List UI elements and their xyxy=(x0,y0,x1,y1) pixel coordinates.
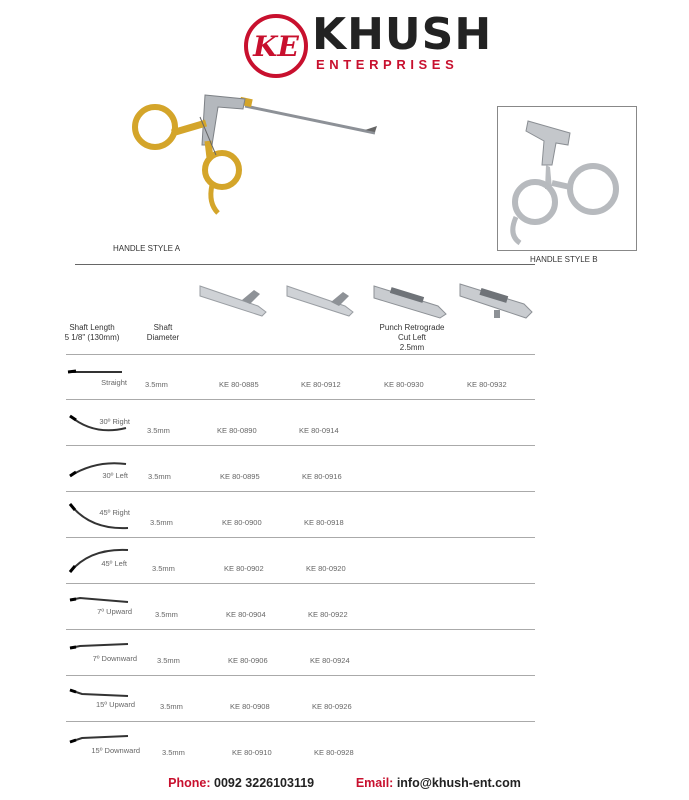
table-rule xyxy=(66,537,535,538)
part-number-cell: KE 80-0908 xyxy=(230,702,270,711)
brand-logo-mark xyxy=(244,14,308,78)
email-label: Email: xyxy=(355,776,394,790)
table-rule xyxy=(66,445,535,446)
header-punch-retrograde xyxy=(370,323,454,353)
shaft-shape-7-upward-icon xyxy=(66,594,130,606)
part-number-cell: KE 80-0904 xyxy=(226,610,266,619)
section-divider xyxy=(75,264,535,265)
shaft-shape-15-downward-icon xyxy=(66,732,130,746)
shaft-label: 30º Right xyxy=(99,417,130,426)
phone-number[interactable]: 0092 3226103119 xyxy=(214,776,315,790)
shaft-shape-straight-icon xyxy=(66,366,130,378)
part-number-cell: KE 80-0920 xyxy=(306,564,346,573)
diameter-cell: 3.5mm xyxy=(157,656,180,665)
brand-name: KHUSH xyxy=(312,9,493,60)
shaft-label: 7º Upward xyxy=(97,607,132,616)
diameter-cell: 3.5mm xyxy=(162,748,185,757)
part-number-cell: KE 80-0918 xyxy=(304,518,344,527)
header-punch-line3: 2.5mm xyxy=(399,343,425,352)
shaft-label: 15º Upward xyxy=(95,700,135,709)
part-number-cell: KE 80-0912 xyxy=(301,380,341,389)
part-number-cell: KE 80-0916 xyxy=(302,472,342,481)
jaw-tip-image-4 xyxy=(458,280,536,324)
shaft-shape-45-right-icon xyxy=(66,500,130,534)
part-number-cell: KE 80-0928 xyxy=(314,748,354,757)
table-rule xyxy=(66,629,535,630)
jaw-tip-image-2 xyxy=(285,282,357,318)
table-rule xyxy=(66,675,535,676)
part-number-cell: KE 80-0895 xyxy=(220,472,260,481)
diameter-cell: 3.5mm xyxy=(152,564,175,573)
header-shaft-diameter-line1: Shaft xyxy=(153,323,173,332)
handle-style-b-frame xyxy=(497,106,637,251)
phone-label: Phone: xyxy=(168,776,211,790)
table-rule xyxy=(66,721,535,722)
diameter-cell: 3.5mm xyxy=(160,702,183,711)
header-shaft-length-title: Shaft Length xyxy=(69,323,115,332)
shaft-shape-7-downward-icon xyxy=(66,640,130,652)
part-number-cell: KE 80-0890 xyxy=(217,426,257,435)
brand-subtitle: ENTERPRISES xyxy=(316,57,459,72)
shaft-label: Straight xyxy=(101,378,127,387)
shaft-shape-15-upward-icon xyxy=(66,686,130,700)
part-number-cell: KE 80-0900 xyxy=(222,518,262,527)
table-rule xyxy=(66,399,535,400)
header-punch-line1: Punch Retrograde xyxy=(379,323,445,332)
shaft-label: 45º Right xyxy=(99,508,130,517)
part-number-cell: KE 80-0926 xyxy=(312,702,352,711)
diameter-cell: 3.5mm xyxy=(148,472,171,481)
brand-initials: KE xyxy=(253,30,299,63)
shaft-label: 7º Downward xyxy=(92,654,137,663)
part-number-cell: KE 80-0930 xyxy=(384,380,424,389)
part-number-cell: KE 80-0914 xyxy=(299,426,339,435)
handle-style-b-illustration xyxy=(498,107,636,250)
header-shaft-diameter xyxy=(135,323,191,343)
table-rule xyxy=(66,491,535,492)
header-punch-line2: Cut Left xyxy=(397,333,426,342)
part-number-cell: KE 80-0885 xyxy=(219,380,259,389)
part-number-cell: KE 80-0922 xyxy=(308,610,348,619)
diameter-cell: 3.5mm xyxy=(145,380,168,389)
part-number-cell: KE 80-0902 xyxy=(224,564,264,573)
table-rule xyxy=(66,354,535,355)
part-number-cell: KE 80-0924 xyxy=(310,656,350,665)
shaft-label: 45º Left xyxy=(101,559,127,568)
part-number-cell: KE 80-0910 xyxy=(232,748,272,757)
handle-style-a-illustration xyxy=(120,85,390,220)
email-address[interactable]: info@khush-ent.com xyxy=(396,776,521,790)
handle-style-a-caption: HANDLE STYLE A xyxy=(113,244,181,253)
part-number-cell: KE 80-0906 xyxy=(228,656,268,665)
jaw-tip-image-3 xyxy=(372,282,450,322)
part-number-cell: KE 80-0932 xyxy=(467,380,507,389)
header-shaft-length-value: 5 1/8" (130mm) xyxy=(64,333,120,342)
contact-footer xyxy=(0,776,689,790)
diameter-cell: 3.5mm xyxy=(150,518,173,527)
diameter-cell: 3.5mm xyxy=(155,610,178,619)
table-rule xyxy=(66,583,535,584)
header-shaft-diameter-line2: Diameter xyxy=(146,333,180,342)
header-shaft-length xyxy=(52,323,132,343)
diameter-cell: 3.5mm xyxy=(147,426,170,435)
jaw-tip-image-1 xyxy=(198,282,270,318)
shaft-label: 15º Downward xyxy=(91,746,140,755)
handle-style-b-caption: HANDLE STYLE B xyxy=(530,255,598,264)
shaft-label: 30º Left xyxy=(102,471,128,480)
